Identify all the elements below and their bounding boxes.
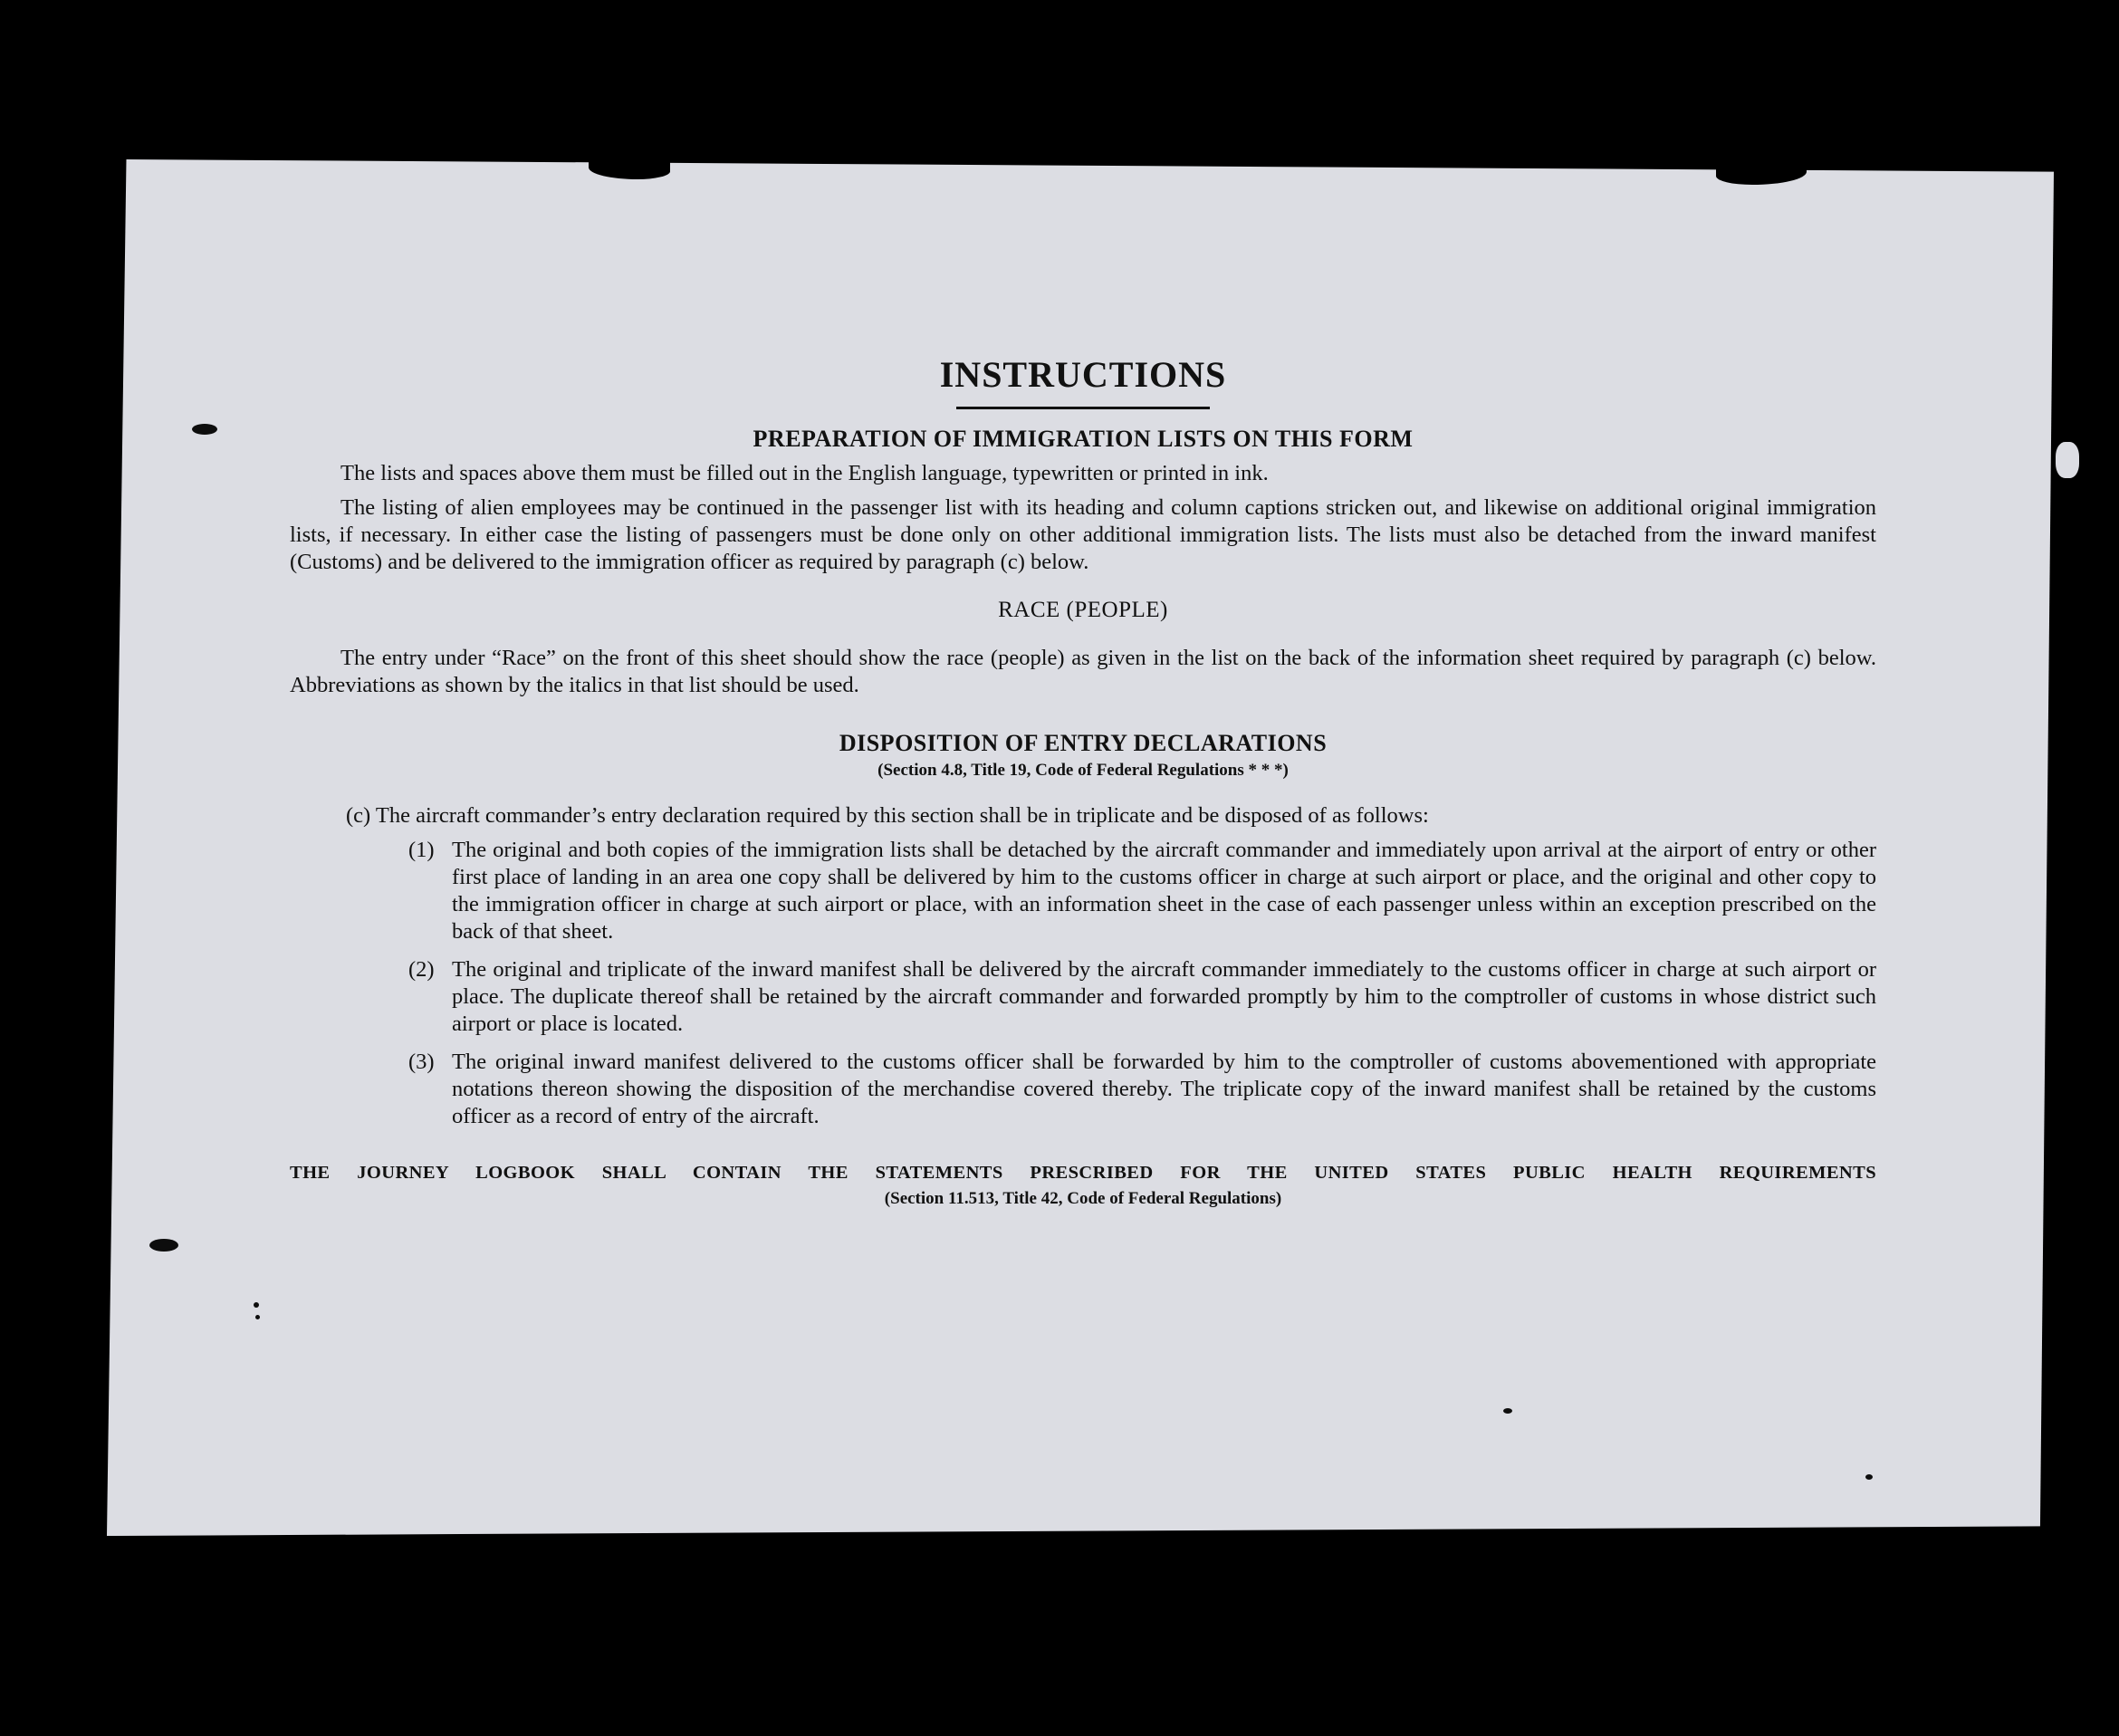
item-text: The original and both copies of the immigration lists shall be detached by the aircraft commander and immediately upon arrival at the airport of entry or other first place of landing in an area one copy shall be delivered by him to the customs officer in charge at such airport or place, and the original and other copy to the immigration officer in charge at such airport or place, with an information sheet in the case of each passenger unless within an exception prescribed on the back of that sheet. [452, 838, 1876, 944]
page-title: INSTRUCTIONS [939, 354, 1227, 395]
disposition-section [290, 730, 1876, 1130]
disposition-heading: DISPOSITION OF ENTRY DECLARATIONS [839, 730, 1328, 756]
ink-smudge [1865, 1474, 1873, 1480]
item-text: The original inward manifest delivered to the customs officer shall be forwarded by him to the comptroller of customs abovementioned with appropriate notations thereon showing the disposition of the merchandise covered thereby. The triplicate copy of the inward manifest shall be retained by the customs officer as a record of entry of the aircraft. [452, 1050, 1876, 1128]
ink-smudge [1503, 1408, 1512, 1414]
ink-smudge [255, 1315, 260, 1319]
preparation-paragraph-2: The listing of alien employees may be continued in the passenger list with its heading and column captions stricken out, and likewise on additional original immigration lists, if necessary. In either case the listing of passengers must be done only on other additional immigration lists. The lists must also be detached from the inward manifest (Customs) and be delivered to the immigration officer as required by paragraph (c) below. [290, 495, 1876, 574]
disposition-item [408, 956, 1876, 1038]
ink-smudge [254, 1302, 259, 1308]
ink-smudge [149, 1239, 178, 1252]
ink-smudge [192, 424, 217, 435]
item-number: (1) [408, 838, 435, 862]
logbook-heading: THE JOURNEY LOGBOOK SHALL CONTAIN THE STATEMENTS PRESCRIBED FOR THE UNITED STATES PUBLIC HEALTH REQUIREMENTS [290, 1163, 1876, 1183]
disposition-subheading: (Section 4.8, Title 19, Code of Federal Regulations * * *) [877, 761, 1289, 780]
race-section [290, 598, 1876, 699]
preparation-heading: PREPARATION OF IMMIGRATION LISTS ON THIS FORM [753, 426, 1414, 452]
disposition-intro: (c) The aircraft commander’s entry declaration required by this section shall be in triplicate and be disposed of as follows: [346, 803, 1429, 828]
item-number: (3) [408, 1050, 435, 1074]
race-paragraph: The entry under “Race” on the front of this sheet should show the race (people) as given in the list on the back of the information sheet required by paragraph (c) below. Abbreviations as shown by the italics in that list should be used. [290, 646, 1876, 697]
disposition-item [408, 1049, 1876, 1130]
item-number: (2) [408, 957, 435, 982]
torn-edge-mark [2056, 442, 2079, 478]
item-text: The original and triplicate of the inward manifest shall be delivered by the aircraft commander immediately to the customs officer in charge at such airport or place. The duplicate thereof shall be retained by the aircraft commander and forwarded promptly by him to the comptroller of customs in whose district such airport or place is located. [452, 957, 1876, 1036]
logbook-section [290, 1163, 1876, 1209]
race-heading: RACE (PEOPLE) [998, 598, 1168, 622]
disposition-item [408, 837, 1876, 945]
preparation-section [290, 426, 1876, 576]
preparation-paragraph-1: The lists and spaces above them must be filled out in the English language, typewritten or printed in ink. [340, 461, 1269, 485]
logbook-subheading: (Section 11.513, Title 42, Code of Federal Regulations) [884, 1189, 1282, 1208]
document-body [290, 353, 1876, 1209]
title-underline [956, 407, 1210, 409]
